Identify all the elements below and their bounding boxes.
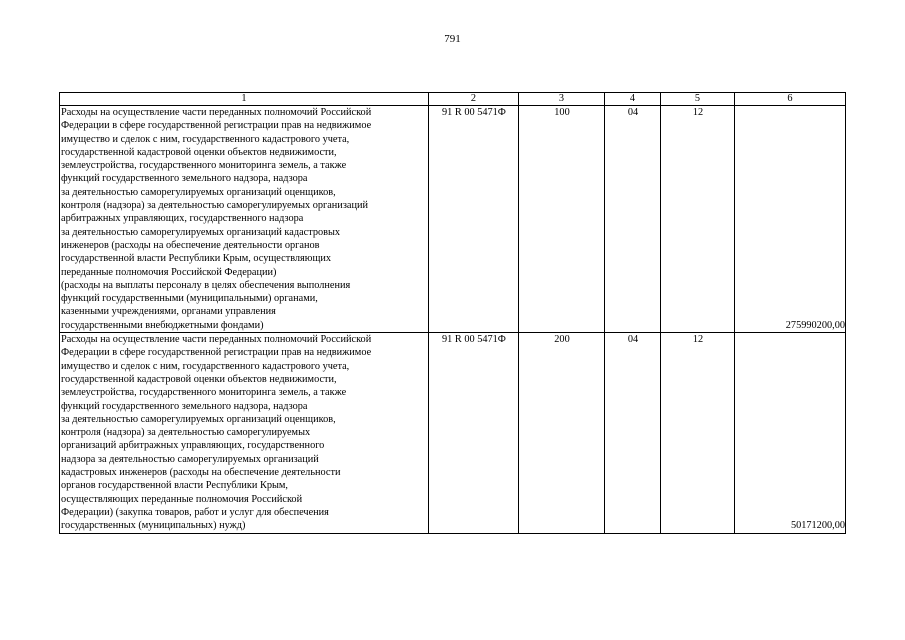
description-line: за деятельностью саморегулируемых организаций оценщиков, (61, 413, 336, 425)
header-cell-2: 2 (429, 93, 519, 106)
description-line: функций государственного земельного надзора, надзора (61, 400, 308, 412)
description-line: (расходы на выплаты персоналу в целях обеспечения выполнения (61, 279, 351, 291)
row-amount: 50171200,00 (735, 333, 846, 533)
description-line: казенными учреждениями, органами управления (61, 306, 276, 318)
row-col3: 200 (519, 333, 605, 533)
header-cell-6: 6 (735, 93, 846, 106)
row-description (60, 106, 429, 333)
description-line: Федерации в сфере государственной регистрации прав на недвижимое (61, 347, 372, 359)
description-line: осуществляющих переданные полномочия Российской (61, 493, 303, 505)
description-line: за деятельностью саморегулируемых организаций кадастровых (61, 226, 341, 238)
row-col5: 12 (661, 106, 735, 333)
row-code: 91 R 00 5471Ф (429, 106, 519, 333)
description-line: землеустройства, государственного мониторинга земель, а также (61, 160, 347, 172)
description-line: за деятельностью саморегулируемых организаций оценщиков, (61, 186, 336, 198)
page-number: 791 (444, 33, 461, 45)
table-row (60, 106, 846, 333)
description-line: государственных (муниципальных) нужд) (61, 520, 246, 532)
description-line: имущество и сделок с ним, государственного кадастрового учета, (61, 133, 350, 145)
description-line: государственной власти Республики Крым, осуществляющих (61, 253, 332, 265)
description-line: землеустройства, государственного мониторинга земель, а также (61, 387, 347, 399)
description-line: инженеров (расходы на обеспечение деятельности органов (61, 239, 320, 251)
description-line: переданные полномочия Российской Федерации) (61, 266, 277, 278)
description-line: Федерации) (закупка товаров, работ и услуг для обеспечения (61, 506, 329, 518)
description-line: контроля (надзора) за деятельностью саморегулируемых организаций (61, 200, 368, 212)
description-line: Федерации в сфере государственной регистрации прав на недвижимое (61, 120, 372, 132)
header-cell-1: 1 (60, 93, 429, 106)
description-line: Расходы на осуществление части переданных полномочий Российской (61, 107, 372, 118)
description-line: функций государственного земельного надзора, надзора (61, 173, 308, 185)
row-col3: 100 (519, 106, 605, 333)
table-row (60, 333, 846, 533)
description-line: функций государственными (муниципальными) органами, (61, 293, 318, 305)
description-line: организаций арбитражных управляющих, государственного (61, 440, 325, 452)
row-col5: 12 (661, 333, 735, 533)
description-line: надзора за деятельностью саморегулируемых организаций (61, 453, 319, 465)
description-line: органов государственной власти Республики Крым, (61, 480, 288, 492)
table-header-row (60, 93, 846, 106)
header-cell-3: 3 (519, 93, 605, 106)
description-line: кадастровых инженеров (расходы на обеспечение деятельности (61, 467, 341, 479)
description-line: имущество и сделок с ним, государственного кадастрового учета, (61, 360, 350, 372)
header-cell-4: 4 (605, 93, 661, 106)
header-cell-5: 5 (661, 93, 735, 106)
description-line: контроля (надзора) за деятельностью саморегулируемых (61, 427, 311, 439)
description-line: государственной кадастровой оценки объектов недвижимости, (61, 146, 337, 158)
row-amount: 275990200,00 (735, 106, 846, 333)
row-col4: 04 (605, 106, 661, 333)
budget-table (59, 92, 846, 534)
description-line: государственной кадастровой оценки объектов недвижимости, (61, 373, 337, 385)
description-line: арбитражных управляющих, государственного надзора (61, 213, 304, 225)
row-description (60, 333, 429, 533)
description-line: Расходы на осуществление части переданных полномочий Российской (61, 334, 372, 346)
description-line: государственными внебюджетными фондами) (61, 319, 264, 331)
row-col4: 04 (605, 333, 661, 533)
row-code: 91 R 00 5471Ф (429, 333, 519, 533)
